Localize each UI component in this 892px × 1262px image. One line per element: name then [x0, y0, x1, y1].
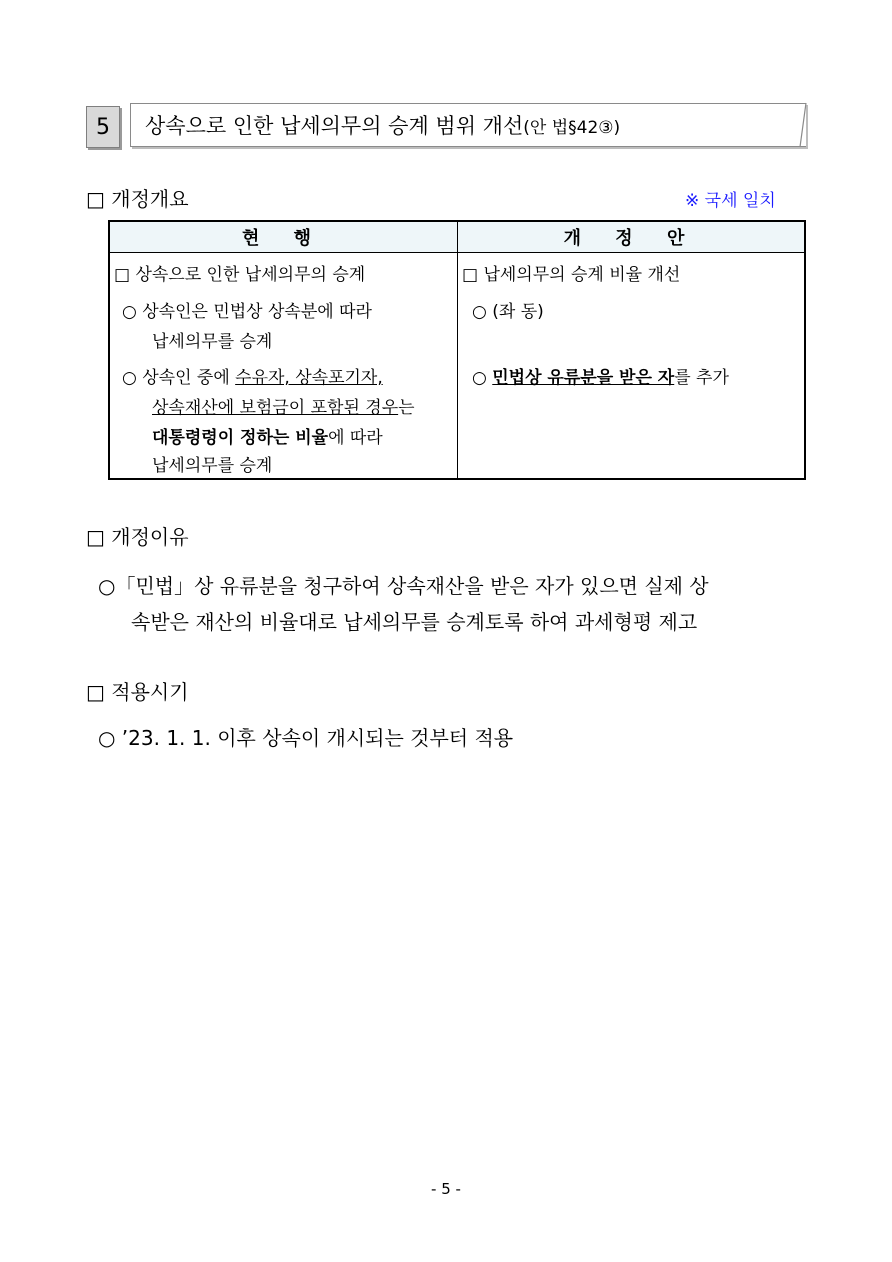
revised-heading: □ 납세의무의 승계 비율 개선 [462, 265, 681, 285]
current-item2-prefix: ○ 상속인 중에 [122, 368, 236, 388]
current-heading: □ 상속으로 인한 납세의무의 승계 [114, 265, 366, 285]
current-item2-line1 [122, 363, 383, 393]
overview-heading: □ 개정개요 [86, 187, 189, 211]
section-title-box [130, 103, 806, 147]
effective-line1: ○ ’23. 1. 1. 이후 상속이 개시되는 것부터 적용 [98, 726, 514, 750]
header-revised: 개 정 안 [563, 228, 699, 249]
current-item2-bold: 대통령령이 정하는 비율 [152, 428, 329, 448]
current-item2-line4: 납세의무를 승계 [152, 456, 273, 476]
current-item2-underlined-2: 상속재산에 보험금이 포함된 경우 [152, 398, 399, 418]
current-item1-line1: ○ 상속인은 민법상 상속분에 따라 [122, 302, 372, 322]
page-number: - 5 - [431, 1180, 461, 1198]
reason-line2: 속받은 재산의 비율대로 납세의무를 승계토록 하여 과세형평 제고 [131, 610, 698, 634]
current-item1-line2: 납세의무를 승계 [152, 332, 273, 352]
comparison-table [108, 220, 806, 480]
current-item2-after-underline: 는 [398, 398, 415, 418]
reason-line1: ○「민법」상 유류분을 청구하여 상속재산을 받은 자가 있으면 실제 상 [98, 574, 709, 598]
note-national-tax: ※ 국세 일치 [685, 191, 776, 211]
section-number: 5 [96, 114, 110, 140]
effective-heading: □ 적용시기 [86, 680, 189, 704]
section-number-box [86, 106, 120, 148]
section-title: 상속으로 인한 납세의무의 승계 범위 개선 [145, 114, 524, 138]
current-item2-underlined-1: 수유자, 상속포기자, [235, 368, 383, 388]
revised-item1: ○ (좌 동) [472, 302, 544, 322]
current-item2-after-bold: 에 따라 [328, 428, 383, 448]
revised-item2-bold: 민법상 유류분을 받은 자 [492, 368, 675, 388]
column-divider [457, 222, 458, 478]
title-box-slash-decoration [790, 100, 814, 150]
revised-item2-suffix: 를 추가 [674, 368, 729, 388]
reason-heading: □ 개정이유 [86, 525, 189, 549]
revised-item2-prefix: ○ [472, 368, 493, 388]
section-title-ref: (안 법§42③) [523, 117, 621, 138]
revised-item2 [472, 363, 729, 393]
header-current: 현 행 [241, 228, 326, 249]
current-item2-line2 [152, 393, 415, 423]
current-item2-line3 [152, 423, 383, 453]
